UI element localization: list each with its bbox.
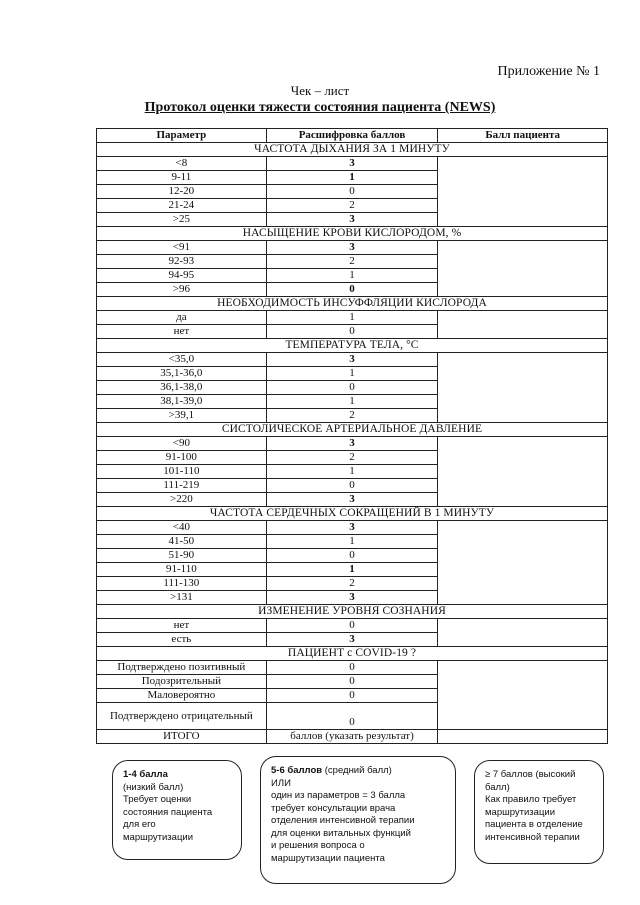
score-cell: 1 (266, 535, 438, 549)
parameter-cell: 51-90 (97, 549, 267, 563)
total-row (97, 730, 608, 744)
section-header-row (97, 227, 608, 241)
score-cell: 2 (266, 577, 438, 591)
parameter-cell: 35,1-36,0 (97, 367, 267, 381)
parameter-cell: 9-11 (97, 171, 267, 185)
score-cell: 1 (266, 269, 438, 283)
parameter-cell: <8 (97, 157, 267, 171)
mid-score-heading: 5-6 баллов (271, 765, 323, 776)
total-patient-cell[interactable] (438, 730, 608, 744)
patient-score-cell[interactable] (438, 619, 608, 647)
score-cell: 1 (266, 367, 438, 381)
high-box-line: интенсивной терапии (485, 831, 580, 843)
score-cell: 3 (266, 353, 438, 367)
score-cell: 0 (266, 283, 438, 297)
table-row (97, 157, 608, 171)
parameter-cell: 92-93 (97, 255, 267, 269)
score-cell: 0 (266, 185, 438, 199)
high-box-line: маршрутизации (485, 806, 555, 818)
mid-box-line: отделения интенсивной терапии (271, 815, 415, 826)
score-cell: 0 (266, 689, 438, 703)
score-cell: 3 (266, 241, 438, 255)
score-cell: 1 (266, 395, 438, 409)
score-cell: 0 (266, 381, 438, 395)
parameter-cell: <91 (97, 241, 267, 255)
section-title: ЧАСТОТА СЕРДЕЧНЫХ СОКРАЩЕНИЙ В 1 МИНУТУ (97, 507, 608, 521)
score-cell: 3 (266, 633, 438, 647)
high-score-box (474, 760, 604, 864)
high-box-line: пациента в отделение (485, 819, 583, 830)
table-row (97, 521, 608, 535)
score-cell: 0 (266, 675, 438, 689)
news-score-table (96, 128, 608, 744)
score-cell: 3 (266, 493, 438, 507)
column-header-parameter: Параметр (97, 129, 267, 143)
parameter-cell: 38,1-39,0 (97, 395, 267, 409)
section-title: НАСЫЩЕНИЕ КРОВИ КИСЛОРОДОМ, % (97, 227, 608, 241)
score-cell: 0 (266, 325, 438, 339)
parameter-cell: Маловероятно (97, 689, 267, 703)
parameter-cell: >131 (97, 591, 267, 605)
mid-box-line: маршрутизации пациента (271, 852, 385, 864)
mid-box-line: и решения вопроса о (271, 840, 365, 851)
score-cell: 3 (266, 437, 438, 451)
patient-score-cell[interactable] (438, 521, 608, 605)
section-title: НЕОБХОДИМОСТЬ ИНСУФФЛЯЦИИ КИСЛОРОДА (97, 297, 608, 311)
parameter-cell: <40 (97, 521, 267, 535)
low-score-heading: 1-4 балла (123, 769, 168, 780)
column-header-score-decoding: Расшифровка баллов (266, 129, 438, 143)
parameter-cell: >220 (97, 493, 267, 507)
score-cell: 3 (266, 213, 438, 227)
mid-box-line: требует консультации врача (271, 802, 396, 814)
low-box-line: маршрутизации (123, 831, 193, 843)
patient-score-cell[interactable] (438, 353, 608, 423)
section-title: ИЗМЕНЕНИЕ УРОВНЯ СОЗНАНИЯ (97, 605, 608, 619)
score-cell: 1 (266, 171, 438, 185)
parameter-cell: нет (97, 619, 267, 633)
section-header-row (97, 143, 608, 157)
low-score-box (112, 760, 242, 860)
score-cell: 2 (266, 255, 438, 269)
section-header-row (97, 297, 608, 311)
patient-score-cell[interactable] (438, 241, 608, 297)
parameter-cell: 101-110 (97, 465, 267, 479)
score-cell: 1 (266, 563, 438, 577)
mid-box-line: для оценки витальных функций (271, 827, 411, 839)
low-box-line: (низкий балл) (123, 781, 184, 793)
patient-score-cell[interactable] (438, 311, 608, 339)
score-cell: 1 (266, 465, 438, 479)
parameter-cell: <90 (97, 437, 267, 451)
column-header-patient-score: Балл пациента (438, 129, 608, 143)
parameter-cell: 91-110 (97, 563, 267, 577)
score-cell: 3 (266, 157, 438, 171)
patient-score-cell[interactable] (438, 661, 608, 730)
section-title: СИСТОЛИЧЕСКОЕ АРТЕРИАЛЬНОЕ ДАВЛЕНИЕ (97, 423, 608, 437)
score-cell: 0 (266, 703, 438, 730)
parameter-cell: Подтверждено позитивный (97, 661, 267, 675)
parameter-cell: >39,1 (97, 409, 267, 423)
parameter-cell: 36,1-38,0 (97, 381, 267, 395)
mid-box-line: один из параметров = 3 балла (271, 790, 406, 801)
parameter-cell: есть (97, 633, 267, 647)
table-row (97, 241, 608, 255)
table-row (97, 353, 608, 367)
section-title: ПАЦИЕНТ с COVID-19 ? (97, 647, 608, 661)
parameter-cell: >25 (97, 213, 267, 227)
score-cell: 0 (266, 549, 438, 563)
score-cell: 2 (266, 409, 438, 423)
score-cell: 0 (266, 619, 438, 633)
parameter-cell: Подозрительный (97, 675, 267, 689)
parameter-cell: 111-219 (97, 479, 267, 493)
parameter-cell: да (97, 311, 267, 325)
table-row (97, 437, 608, 451)
score-cell: 3 (266, 521, 438, 535)
high-box-line: Как правило требует (485, 794, 577, 805)
table-row (97, 619, 608, 633)
mid-score-heading-line (271, 765, 445, 778)
patient-score-cell[interactable] (438, 437, 608, 507)
parameter-cell: 111-130 (97, 577, 267, 591)
score-cell: 2 (266, 199, 438, 213)
appendix-label: Приложение № 1 (497, 64, 600, 79)
parameter-cell: 94-95 (97, 269, 267, 283)
section-header-row (97, 605, 608, 619)
section-header-row (97, 423, 608, 437)
section-title: ЧАСТОТА ДЫХАНИЯ ЗА 1 МИНУТУ (97, 143, 608, 157)
section-header-row (97, 339, 608, 353)
high-score-heading: ≥ 7 баллов (высокий (485, 769, 576, 780)
low-box-line: для его (123, 819, 156, 830)
document-title: Протокол оценки тяжести состояния пациента (NEWS) (144, 100, 496, 115)
table-row (97, 661, 608, 675)
low-box-line: Требует оценки (123, 794, 192, 805)
parameter-cell: 91-100 (97, 451, 267, 465)
table-body (97, 143, 608, 744)
score-cell: 0 (266, 479, 438, 493)
parameter-cell: 21-24 (97, 199, 267, 213)
mid-score-heading-note: (средний балл) (322, 765, 392, 776)
low-box-line: состояния пациента (123, 806, 213, 818)
parameter-cell: нет (97, 325, 267, 339)
document-subtitle: Чек – лист (290, 83, 350, 98)
total-label: ИТОГО (97, 730, 267, 744)
score-cell: 1 (266, 311, 438, 325)
mid-score-box (260, 756, 456, 884)
parameter-cell: 12-20 (97, 185, 267, 199)
section-header-row (97, 647, 608, 661)
parameter-cell: 41-50 (97, 535, 267, 549)
section-header-row (97, 507, 608, 521)
high-box-line: балл) (485, 781, 510, 793)
score-cell: 0 (266, 661, 438, 675)
parameter-cell: >96 (97, 283, 267, 297)
parameter-cell: <35,0 (97, 353, 267, 367)
section-title: ТЕМПЕРАТУРА ТЕЛА, °С (97, 339, 608, 353)
parameter-cell: Подтверждено отрицательный (97, 703, 267, 730)
score-cell: 2 (266, 451, 438, 465)
score-cell: 3 (266, 591, 438, 605)
total-value: баллов (указать результат) (266, 730, 438, 744)
table-row (97, 311, 608, 325)
patient-score-cell[interactable] (438, 157, 608, 227)
table-header-row (97, 129, 608, 143)
mid-box-line: ИЛИ (271, 777, 291, 789)
